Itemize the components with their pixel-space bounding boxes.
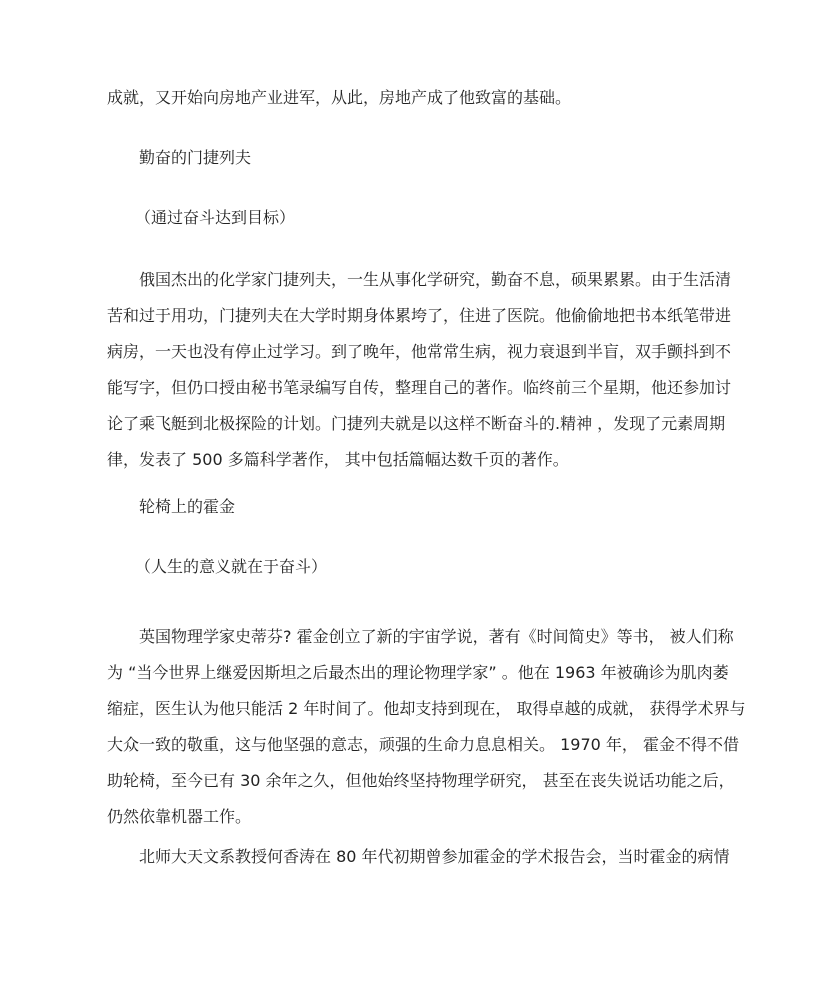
text-line: 能写字，但仍口授由秘书笔录编写自传，整理自己的著作。临终前三个星期，他还参加讨 bbox=[107, 378, 732, 397]
text-line: 俄国杰出的化学家门捷列夫，一生从事化学研究，勤奋不息，硕果累累。由于生活清 bbox=[139, 270, 732, 289]
text-line: 助轮椅，至今已有 30 余年之久，但他始终坚持物理学研究， 甚至在丧失说话功能之后， bbox=[107, 771, 735, 790]
text-line: 病房，一天也没有停止过学习。到了晚年，他常常生病，视力衰退到半盲，双手颤抖到不 bbox=[107, 342, 732, 361]
text-line: 英国物理学家史蒂芬? 霍金创立了新的宇宙学说，著有《时间简史》等书， 被人们称 bbox=[139, 627, 734, 646]
section1-paragraph bbox=[107, 262, 737, 478]
section1-subtitle: （通过奋斗达到目标） bbox=[135, 208, 296, 227]
intro-line bbox=[107, 80, 737, 116]
section2-title: 轮椅上的霍金 bbox=[139, 497, 236, 516]
text-line: 为 “当今世界上继爱因斯坦之后最杰出的理论物理学家” 。他在 1963 年被确诊为肌肉萎 bbox=[107, 663, 729, 682]
text-line: 大众一致的敬重，这与他坚强的意志，顽强的生命力息息相关。 1970 年， 霍金不得不借 bbox=[107, 735, 739, 754]
section1-title: 勤奋的门捷列夫 bbox=[139, 148, 252, 167]
text-line: 仍然依靠机器工作。 bbox=[107, 807, 252, 826]
text-line: 论了乘飞艇到北极探险的计划。门捷列夫就是以这样不断奋斗的.精神 ，发现了元素周期 bbox=[107, 414, 726, 433]
text-line: 成就，又开始向房地产业进军，从此，房地产成了他致富的基础。 bbox=[107, 88, 572, 107]
text-line: 律，发表了 500 多篇科学著作， 其中包括篇幅达数千页的著作。 bbox=[107, 450, 569, 469]
section2-last-paragraph: 北师大天文系教授何香涛在 80 年代初期曾参加霍金的学术报告会，当时霍金的病情 bbox=[139, 847, 730, 866]
text-line: 苦和过于用功，门捷列夫在大学时期身体累垮了，住进了医院。他偷偷地把书本纸笔带进 bbox=[107, 306, 732, 325]
section2-subtitle: （人生的意义就在于奋斗） bbox=[135, 557, 328, 576]
text-line: 缩症，医生认为他只能活 2 年时间了。他却支持到现在， 取得卓越的成就， 获得学术界与 bbox=[107, 699, 746, 718]
section2-paragraph bbox=[107, 619, 746, 835]
